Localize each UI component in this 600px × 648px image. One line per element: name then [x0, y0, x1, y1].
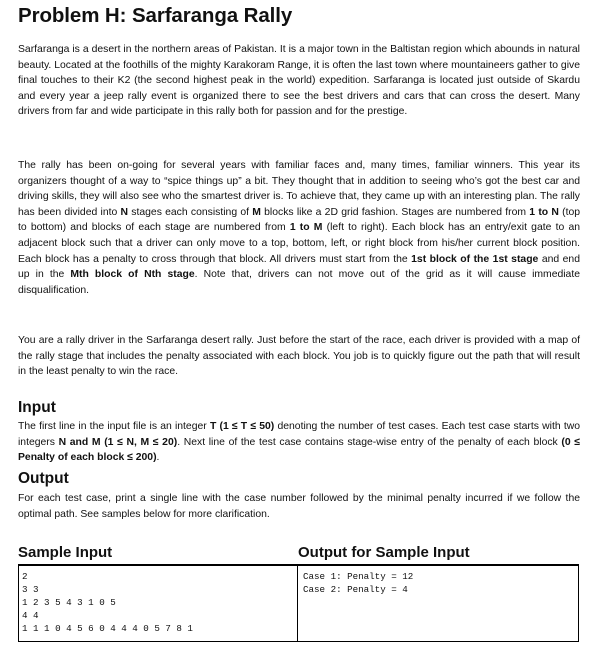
sample-output-box: [297, 564, 579, 642]
sample-input-line: 1 1 1 0 4 5 6 0 4 4 4 0 5 7 8 1: [22, 623, 193, 634]
rules-text: (left to right). Each block has an entry/exit gate to an adjacent block such that a driver can only move to a top, bottom, left, or right block from his/her current block position. Each block has a penalty to cross through that block. All drivers must start from the: [18, 222, 581, 265]
rules-text: stages each consisting of: [128, 206, 253, 218]
sample-output-line: Case 2: Penalty = 4: [303, 584, 408, 595]
rules-block-range: 1 to M: [289, 222, 323, 234]
sample-output-line: Case 1: Penalty = 12: [303, 571, 414, 582]
rules-paragraph: [18, 158, 580, 298]
sample-input-line: 2: [22, 571, 28, 582]
input-penalty-range: (0 ≤ Penalty of each block ≤ 200): [18, 436, 580, 464]
sample-input-line: 1 2 3 5 4 3 1 0 5: [22, 597, 116, 608]
intro-paragraph: Sarfaranga is a desert in the northern areas of Pakistan. It is a major town in the Baltistan region which abounds in natural beauty. Located at the foothills of the mighty Karakoram Range, it is often the last town where mountaineers gather to give final touches to their K2 (the second highest peak in the world) expedition. Sarfaranga is located just outside of Skardu and every year a jeep rally event is organized there to see the best drivers and cars that can cross the desert. Many drivers from far and wide participate in this rally both for passion and for the prestige.: [18, 44, 580, 118]
rules-text: (top to bottom) and blocks of each stage are numbered from: [18, 206, 581, 234]
rules-end: Mth block of Nth stage: [70, 269, 195, 281]
sample-input-heading: Sample Input: [18, 544, 113, 561]
rules-stage-range: 1 to N: [529, 206, 559, 218]
rules-text: and end up in the: [18, 253, 580, 281]
rules-start: 1st block of the 1st stage: [411, 253, 539, 265]
problem-title: Problem H: Sarfaranga Rally: [18, 4, 293, 27]
rules-text: The rally has been on-going for several years with familiar faces and, many times, familiar winners. This year its organizers thought of a way to “spice things up” a bit. They thought that in addition to seeing who’s got the best car and driving skills, they will also see who the smartest driver is. To achieve that, they came up with an interesting plan. The rally has been divided into: [18, 160, 580, 218]
sample-input-line: 4 4: [22, 610, 39, 621]
input-t-range: T (1 ≤ T ≤ 50): [209, 421, 275, 432]
input-text: denoting the number of test cases. Each test case starts with two integers: [18, 421, 580, 448]
output-paragraph: For each test case, print a single line with the case number followed by the minimal penalty incurred if we follow the optimal path. See samples below for more clarification.: [18, 493, 580, 520]
input-text: .: [156, 452, 160, 464]
sample-output-heading: Output for Sample Input: [298, 544, 470, 561]
input-paragraph: [18, 419, 580, 466]
output-heading: Output: [18, 470, 69, 487]
rules-n: N: [120, 206, 129, 218]
input-text: . Next line of the test case contains stage-wise entry of the penalty of each block: [177, 436, 562, 448]
input-nm-range: N and M (1 ≤ N, M ≤ 20): [58, 436, 178, 448]
rules-text: blocks like a 2D grid fashion. Stages are numbered from: [260, 206, 530, 218]
rules-m: M: [252, 206, 261, 218]
input-text: The first line in the input file is an integer: [18, 421, 210, 432]
task-paragraph: You are a rally driver in the Sarfaranga desert rally. Just before the start of the race, each driver is provided with a map of the rally stage that includes the penalty associated with each block. You job is to quickly figure out the path that will result in the least penalty to win the race.: [18, 335, 580, 378]
input-heading: Input: [18, 399, 56, 416]
rules-text: . Note that, drivers can not move out of the grid as it will cause immediate disqualification.: [18, 269, 580, 296]
sample-input-box: [18, 564, 298, 642]
sample-input-line: 3 3: [22, 584, 39, 595]
